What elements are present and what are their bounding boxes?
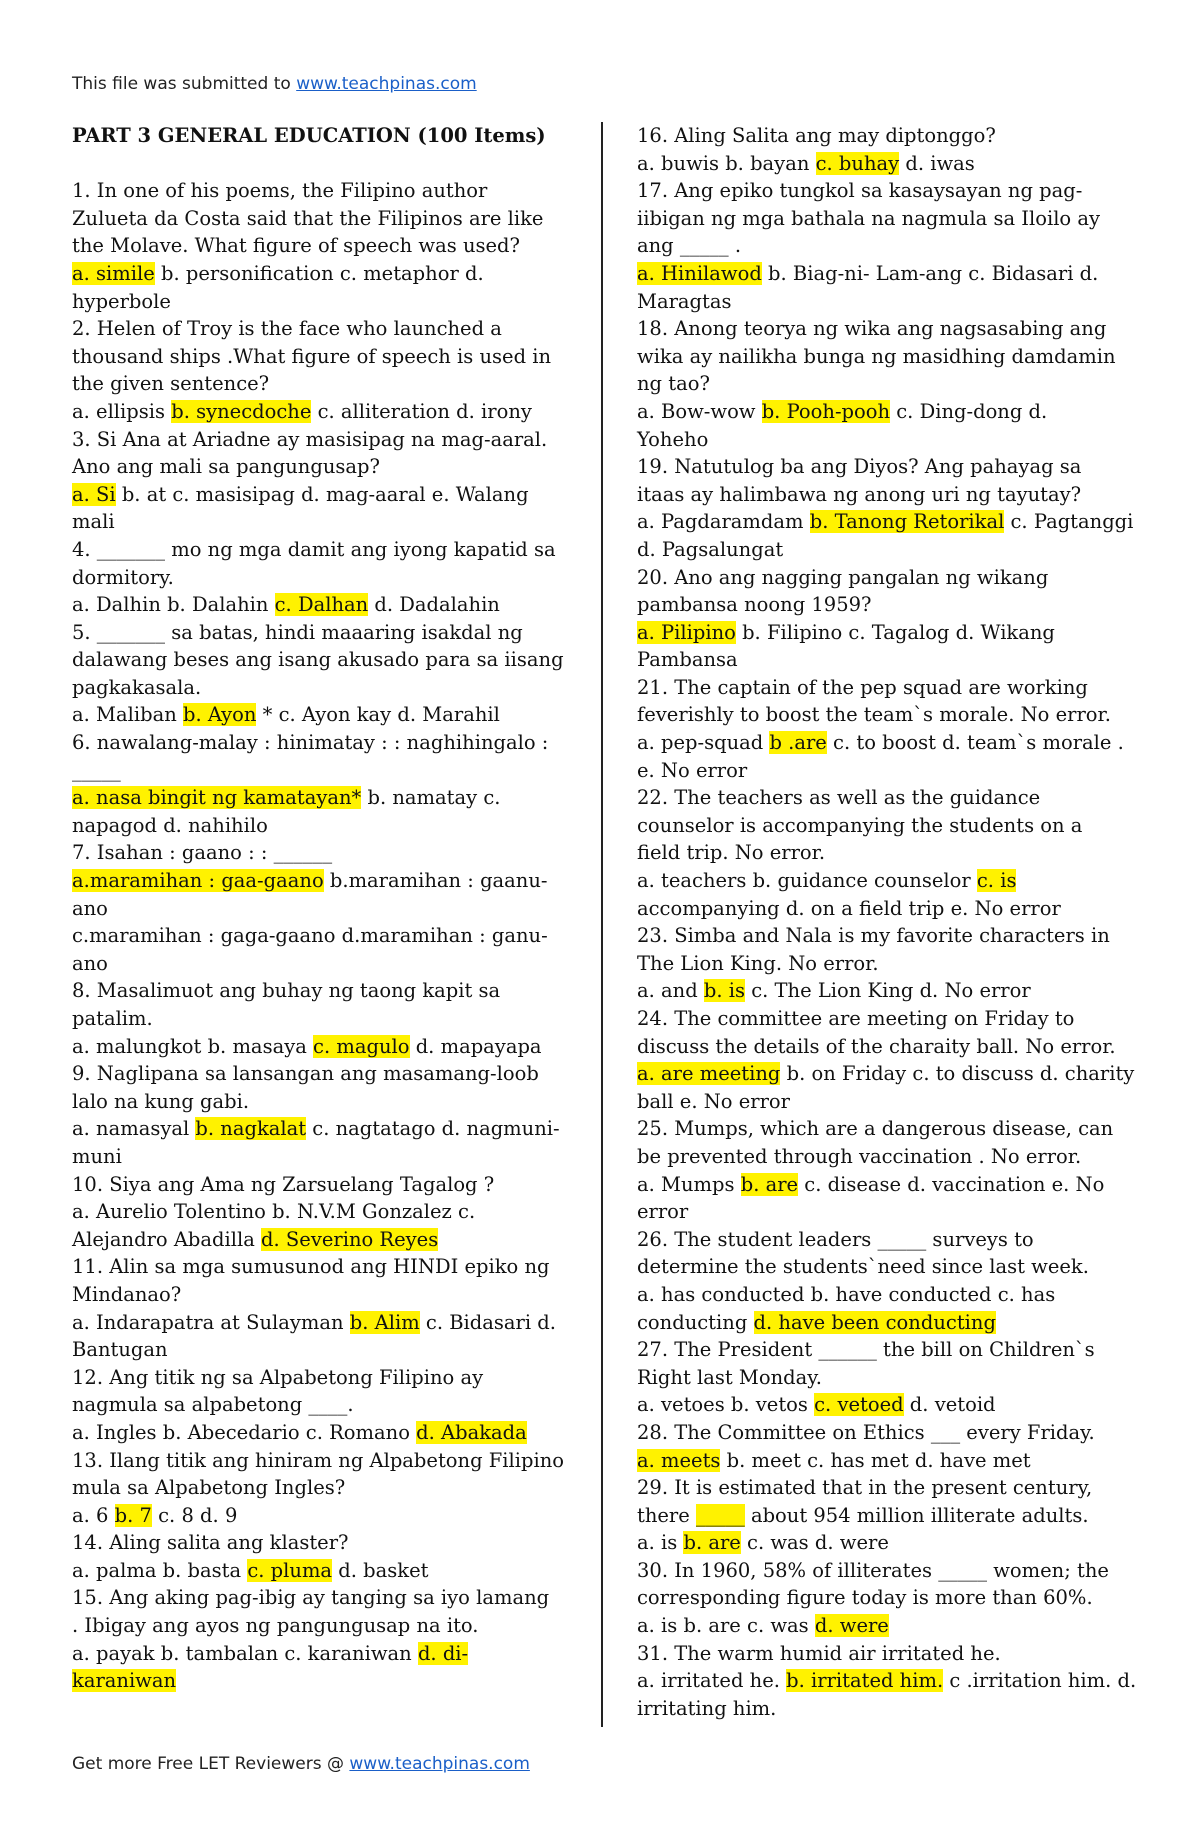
text-line [72, 232, 562, 260]
text-segment: _____ [72, 758, 121, 782]
text-line [72, 674, 562, 702]
text-line [72, 1391, 562, 1419]
right-column [637, 122, 1135, 1722]
text-line [72, 370, 562, 398]
text-line [72, 812, 562, 840]
text-line [72, 1502, 562, 1530]
text-line [637, 674, 1135, 702]
text-line [637, 1226, 1135, 1254]
highlighted-answer: d. have been conducting [753, 1310, 996, 1334]
text-line [72, 1447, 565, 1475]
text-segment: 17. Ang epiko tungkol sa kasaysayan ng pag- [637, 179, 1083, 203]
text-segment: a. Pagdaramdam [637, 510, 810, 534]
text-segment: c. disease d. vaccination e. No [798, 1172, 1105, 1196]
text-segment: a. palma b. basta [72, 1558, 248, 1582]
text-segment: The Lion King. No error. [637, 951, 879, 975]
highlighted-answer: c. buhay [815, 151, 900, 175]
text-segment: c. nagtatago d. nagmuni- [306, 1117, 560, 1141]
text-segment: field trip. No error. [637, 841, 826, 865]
text-line [72, 784, 562, 812]
text-segment: * c. Ayon kay d. Marahil [256, 703, 500, 727]
text-segment: dormitory. [72, 565, 174, 589]
text-line [637, 426, 1135, 454]
text-segment: 6. nawalang-malay : hinimatay : : naghihingalo : [72, 731, 549, 755]
text-segment: 22. The teachers as well as the guidance [637, 786, 1041, 810]
text-segment: pambansa noong 1959? [637, 593, 872, 617]
text-segment: a. malungkot b. masaya [72, 1034, 314, 1058]
text-segment: a. buwis b. bayan [637, 151, 816, 175]
text-segment: Ano ang mali sa pangungusap? [72, 455, 380, 479]
text-segment: a. and [637, 979, 704, 1003]
left-question-list [72, 177, 565, 1695]
highlighted-answer: d. Abakada [416, 1420, 527, 1444]
text-line [637, 1005, 1135, 1033]
text-line [637, 1695, 1135, 1723]
text-line [72, 1557, 562, 1585]
text-segment: 20. Ano ang nagging pangalan ng wikang [637, 565, 1049, 589]
text-segment: feverishly to boost the team`s morale. No error. [637, 703, 1111, 727]
text-line [637, 1502, 1135, 1530]
text-line [637, 1529, 1135, 1557]
text-segment: c. The Lion King d. No error [745, 979, 1031, 1003]
text-line [637, 757, 1135, 785]
text-line [637, 1419, 1135, 1447]
text-line [72, 646, 562, 674]
text-segment: b. Biag-ni- Lam-ang c. Bidasari d. [761, 261, 1099, 285]
text-segment: 14. Aling salita ang klaster? [72, 1531, 349, 1555]
text-line [637, 260, 1135, 288]
text-segment: mula sa Alpabetong Ingles? [72, 1476, 346, 1500]
text-line [72, 1226, 562, 1254]
text-segment: the Molave. What figure of speech was used? [72, 234, 520, 258]
text-line [637, 839, 1135, 867]
text-line [72, 1336, 562, 1364]
text-segment: itaas ay halimbawa ng anong uri ng tayutay? [637, 482, 1082, 506]
text-line [637, 1088, 1135, 1116]
highlighted-answer: c. magulo [313, 1034, 410, 1058]
text-segment: b. namatay c. [361, 786, 501, 810]
text-line [637, 1171, 1135, 1199]
header-note [72, 74, 477, 94]
text-line [72, 426, 562, 454]
text-line [72, 1584, 562, 1612]
highlighted-answer: b. Alim [349, 1310, 420, 1334]
text-segment: 10. Siya ang Ama ng Zarsuelang Tagalog ? [72, 1172, 495, 1196]
text-line [637, 950, 1135, 978]
text-line [72, 1474, 562, 1502]
text-segment: 7. Isahan : gaano : : ______ [72, 841, 333, 865]
text-line [637, 922, 1135, 950]
text-line [72, 619, 562, 647]
highlighted-answer: _____ [696, 1503, 745, 1527]
text-line [72, 1529, 562, 1557]
highlighted-answer: b. is [703, 979, 746, 1003]
text-segment: 8. Masalimuot ang buhay ng taong kapit sa [72, 979, 501, 1003]
highlighted-answer: b. Ayon [182, 703, 257, 727]
text-segment: dalawang beses ang isang akusado para sa iisang [72, 648, 564, 672]
text-line [637, 232, 1135, 260]
text-line [637, 867, 1135, 895]
text-segment: a. is [637, 1531, 684, 1555]
text-segment: there [637, 1503, 696, 1527]
text-segment: d. mapayapa [409, 1034, 542, 1058]
text-segment: a. ellipsis [72, 399, 172, 423]
highlighted-answer: b. 7 [114, 1503, 152, 1527]
text-segment: b. on Friday c. to discuss d. charity [780, 1062, 1135, 1086]
text-segment: a. Aurelio Tolentino b. N.V.M Gonzalez c. [72, 1200, 476, 1224]
text-line [637, 1557, 1135, 1585]
text-segment: about 954 million illiterate adults. [744, 1503, 1089, 1527]
text-segment: ano [72, 896, 108, 920]
text-segment: determine the students`need since last week. [637, 1255, 1089, 1279]
text-segment: a. pep-squad [637, 731, 770, 755]
text-line [72, 564, 562, 592]
text-line [637, 370, 1135, 398]
text-segment: c. 8 d. 9 [151, 1503, 238, 1527]
text-segment: be prevented through vaccination . No error. [637, 1144, 1082, 1168]
text-line [637, 591, 1135, 619]
text-segment: 24. The committee are meeting on Friday to [637, 1007, 1075, 1030]
text-segment: pagkakasala. [72, 675, 202, 699]
text-segment: a. Indarapatra at Sulayman [72, 1310, 350, 1334]
text-line [72, 950, 562, 978]
text-line [72, 1640, 562, 1668]
text-segment: muni [72, 1144, 122, 1168]
text-line [72, 177, 562, 205]
text-segment: the given sentence? [72, 372, 270, 396]
text-segment: 30. In 1960, 58% of illiterates _____ women; the [637, 1558, 1109, 1582]
highlighted-answer: b. irritated him. [786, 1669, 944, 1693]
text-line [72, 729, 562, 757]
text-line [72, 1060, 562, 1088]
text-line [72, 1309, 562, 1337]
text-line [637, 1115, 1135, 1143]
highlighted-answer: c. vetoed [814, 1393, 904, 1417]
text-segment: d. iwas [899, 151, 975, 175]
text-segment: Zulueta da Costa said that the Filipinos are like [72, 206, 544, 230]
text-line [72, 839, 562, 867]
text-segment: 21. The captain of the pep squad are working [637, 675, 1088, 699]
text-line [637, 177, 1135, 205]
text-segment: a. Mumps [637, 1172, 741, 1196]
text-line [72, 1612, 562, 1640]
text-segment: 1. In one of his poems, the Filipino author [72, 179, 488, 203]
text-segment: iibigan ng mga bathala na nagmula sa Iloilo ay [637, 206, 1101, 230]
footer-link[interactable]: www.teachpinas.com [349, 1754, 530, 1774]
highlighted-answer: c. pluma [247, 1558, 333, 1582]
text-segment: d. vetoid [903, 1393, 996, 1417]
text-segment: a. Ingles b. Abecedario c. Romano [72, 1420, 417, 1444]
text-segment: e. No error [637, 758, 748, 782]
text-segment: 27. The President ______ the bill on Children`s [637, 1338, 1095, 1362]
highlighted-answer: d. were [814, 1614, 889, 1638]
text-segment: accompanying d. on a field trip e. No error [637, 896, 1061, 920]
text-line [637, 508, 1135, 536]
text-line [72, 315, 562, 343]
text-segment: 11. Alin sa mga sumusunod ang HINDI epiko ng [72, 1255, 550, 1279]
text-segment: 13. Ilang titik ang hiniram ng Alpabetong Filipino [72, 1448, 565, 1472]
text-line [637, 812, 1135, 840]
highlighted-answer: a. meets [637, 1448, 721, 1472]
text-segment: thousand ships .What figure of speech is used in [72, 344, 552, 368]
text-segment: 16. Aling Salita ang may diptonggo? [637, 124, 996, 147]
text-line [637, 564, 1135, 592]
text-line [72, 343, 562, 371]
text-line [637, 1253, 1135, 1281]
header-text: This file was submitted to [72, 74, 297, 94]
text-line [72, 1143, 562, 1171]
text-line [72, 1253, 562, 1281]
highlighted-answer: a. Pilipino [637, 620, 736, 644]
text-segment: b. at c. masisipag d. mag-aaral e. Walang [115, 482, 529, 506]
text-line [637, 1612, 1135, 1640]
footer-text: Get more Free LET Reviewers @ [72, 1754, 350, 1774]
text-line [637, 977, 1135, 1005]
highlighted-answer: b. Pooh-pooh [761, 399, 891, 423]
text-segment: counselor is accompanying the students on a [637, 813, 1083, 837]
text-segment: a. has conducted b. have conducted c. has [637, 1282, 1056, 1306]
text-segment: ang _____ . [637, 234, 742, 258]
text-segment: conducting [637, 1310, 754, 1334]
text-segment: a. teachers b. guidance counselor [637, 869, 977, 893]
footer-note [72, 1754, 530, 1774]
spacer [72, 150, 562, 178]
header-link[interactable]: www.teachpinas.com [296, 74, 477, 94]
text-segment: nagmula sa alpabetong ____. [72, 1393, 354, 1417]
text-segment: ball e. No error [637, 1089, 790, 1113]
text-segment: c. Ding-dong d. [890, 399, 1048, 423]
text-line [637, 646, 1135, 674]
text-line [72, 481, 562, 509]
highlighted-answer: c. Dalhan [274, 593, 369, 617]
text-line [72, 591, 562, 619]
text-line [72, 536, 562, 564]
text-segment: d. Dadalahin [368, 593, 500, 617]
highlighted-answer: b. synecdoche [171, 399, 312, 423]
text-line [72, 1419, 562, 1447]
text-segment: mali [72, 510, 115, 534]
text-line [637, 1584, 1135, 1612]
text-line [637, 784, 1135, 812]
highlighted-answer: b. are [683, 1531, 741, 1555]
text-segment: Alejandro Abadilla [72, 1227, 262, 1251]
left-column [72, 122, 565, 1695]
highlighted-answer: c. is [976, 869, 1017, 893]
text-segment: . Ibigay ang ayos ng pangungusap na ito. [72, 1614, 479, 1638]
text-segment: corresponding figure today is more than 60%. [637, 1586, 1093, 1610]
text-line [637, 1060, 1135, 1088]
text-line [637, 1640, 1135, 1668]
highlighted-answer: a. are meeting [637, 1062, 781, 1086]
text-line [72, 895, 562, 923]
text-line [637, 481, 1135, 509]
text-segment: d. basket [332, 1558, 429, 1582]
text-line [72, 922, 562, 950]
text-line [72, 288, 562, 316]
text-segment: 9. Naglipana sa lansangan ang masamang-loob [72, 1062, 539, 1086]
text-segment: wika ay nailikha bunga ng masidhing damdamin [637, 344, 1116, 368]
text-segment: ng tao? [637, 372, 710, 396]
highlighted-answer: a. simile [72, 261, 155, 285]
text-segment: 15. Ang aking pag-ibig ay tanging sa iyo lamang [72, 1586, 550, 1610]
text-segment: a. Maliban [72, 703, 183, 727]
text-segment: c. to boost d. team`s morale . [826, 731, 1124, 755]
text-segment: c. Pagtanggi [1004, 510, 1134, 534]
text-line [72, 205, 562, 233]
text-line [637, 536, 1135, 564]
text-segment: 12. Ang titik ng sa Alpabetong Filipino ay [72, 1365, 484, 1389]
text-segment: Right last Monday. [637, 1365, 822, 1389]
text-line [637, 1143, 1135, 1171]
highlighted-answer: d. Severino Reyes [261, 1227, 439, 1251]
text-line [72, 1281, 562, 1309]
text-line [637, 701, 1135, 729]
text-line [637, 1336, 1135, 1364]
text-line [72, 453, 562, 481]
text-line [637, 1198, 1135, 1226]
text-segment: a. vetoes b. vetos [637, 1393, 815, 1417]
text-segment: a. 6 [72, 1503, 115, 1527]
text-segment: irritating him. [637, 1696, 777, 1720]
text-segment: d. Pagsalungat [637, 537, 784, 561]
text-line [637, 1364, 1135, 1392]
text-line [72, 1198, 562, 1226]
text-segment: a. namasyal [72, 1117, 196, 1141]
text-segment: Pambansa [637, 648, 738, 672]
text-line [72, 1171, 562, 1199]
text-line [637, 1447, 1135, 1475]
text-line [72, 1667, 562, 1695]
text-line [72, 1088, 562, 1116]
text-segment: a. Bow-wow [637, 399, 762, 423]
text-line [637, 315, 1135, 343]
text-segment: b. Filipino c. Tagalog d. Wikang [735, 620, 1055, 644]
text-segment: discuss the details of the charaity ball. No error. [637, 1034, 1116, 1058]
part-title: PART 3 GENERAL EDUCATION (100 Items) [72, 124, 546, 147]
text-segment: Yoheho [637, 427, 709, 451]
text-segment: 19. Natutulog ba ang Diyos? Ang pahayag sa [637, 455, 1082, 479]
text-segment: 3. Si Ana at Ariadne ay masisipag na mag-aaral. [72, 427, 548, 451]
text-segment: Bantugan [72, 1338, 168, 1362]
text-line [72, 1364, 562, 1392]
text-segment: 18. Anong teorya ng wika ang nagsasabing ang [637, 317, 1107, 341]
highlighted-answer: a. Si [72, 482, 116, 506]
highlighted-answer: a. nasa bingit ng kamatayan* [72, 786, 362, 810]
highlighted-answer: b. are [740, 1172, 799, 1196]
text-line [72, 1005, 562, 1033]
text-line [637, 1033, 1135, 1061]
text-segment: Maragtas [637, 289, 732, 313]
text-line [637, 1309, 1135, 1337]
text-segment: 25. Mumps, which are a dangerous disease, can [637, 1117, 1114, 1141]
text-line [637, 1667, 1135, 1695]
text-segment: hyperbole [72, 289, 171, 313]
text-line [637, 205, 1135, 233]
text-line [72, 757, 562, 785]
highlighted-answer: b .are [769, 731, 827, 755]
text-line [637, 398, 1135, 426]
text-segment: c. alliteration d. irony [311, 399, 532, 423]
text-segment: lalo na kung gabi. [72, 1089, 250, 1113]
highlighted-answer: a.maramihan : gaa-gaano [72, 869, 324, 893]
text-line [72, 701, 562, 729]
text-line [637, 1474, 1135, 1502]
text-line [72, 508, 562, 536]
text-line [637, 729, 1135, 757]
text-segment: b.maramihan : gaanu- [323, 869, 548, 893]
text-segment: Mindanao? [72, 1282, 182, 1306]
text-segment: 23. Simba and Nala is my favorite characters in [637, 924, 1110, 948]
text-line [72, 1033, 562, 1061]
text-line [637, 895, 1135, 923]
highlighted-answer: b. Tanong Retorikal [809, 510, 1005, 534]
text-segment: 28. The Committee on Ethics ___ every Friday. [637, 1420, 1095, 1444]
text-line [72, 260, 562, 288]
text-segment: c .irritation him. d. [943, 1669, 1137, 1693]
text-segment: ano [72, 951, 108, 975]
text-segment: a. Dalhin b. Dalahin [72, 593, 275, 617]
text-line [72, 398, 562, 426]
text-segment: a. irritated he. [637, 1669, 787, 1693]
highlighted-answer: b. nagkalat [195, 1117, 307, 1141]
text-segment: a. payak b. tambalan c. karaniwan [72, 1641, 418, 1665]
text-segment: b. meet c. has met d. have met [720, 1448, 1031, 1472]
text-line [72, 867, 562, 895]
text-segment: napagod d. nahihilo [72, 813, 268, 837]
text-line [637, 619, 1135, 647]
text-line [637, 1281, 1135, 1309]
text-segment: 2. Helen of Troy is the face who launched a [72, 317, 502, 341]
text-segment: 29. It is estimated that in the present century, [637, 1476, 1093, 1500]
text-line [72, 1115, 562, 1143]
text-line [72, 977, 562, 1005]
text-segment: 4. _______ mo ng mga damit ang iyong kapatid sa [72, 537, 556, 561]
text-line [637, 122, 1135, 150]
highlighted-answer: a. Hinilawod [637, 261, 762, 285]
text-segment: c. was d. were [740, 1531, 889, 1555]
text-segment: 31. The warm humid air irritated he. [637, 1641, 1001, 1665]
text-segment: a. is b. are c. was [637, 1614, 815, 1638]
text-segment: 26. The student leaders _____ surveys to [637, 1227, 1034, 1251]
text-segment: patalim. [72, 1007, 153, 1030]
highlighted-answer: karaniwan [72, 1669, 177, 1693]
text-line [637, 150, 1135, 178]
text-segment: b. personification c. metaphor d. [154, 261, 484, 285]
text-line [637, 453, 1135, 481]
text-segment: c.maramihan : gaga-gaano d.maramihan : ganu- [72, 924, 548, 948]
right-question-list [637, 122, 1135, 1722]
text-line [637, 1391, 1135, 1419]
highlighted-answer: d. di- [417, 1641, 469, 1665]
text-line [637, 343, 1135, 371]
text-segment: c. Bidasari d. [419, 1310, 556, 1334]
text-line [637, 288, 1135, 316]
text-segment: 5. _______ sa batas, hindi maaaring isakdal ng [72, 620, 523, 644]
column-divider [601, 122, 603, 1727]
text-segment: error [637, 1200, 689, 1224]
